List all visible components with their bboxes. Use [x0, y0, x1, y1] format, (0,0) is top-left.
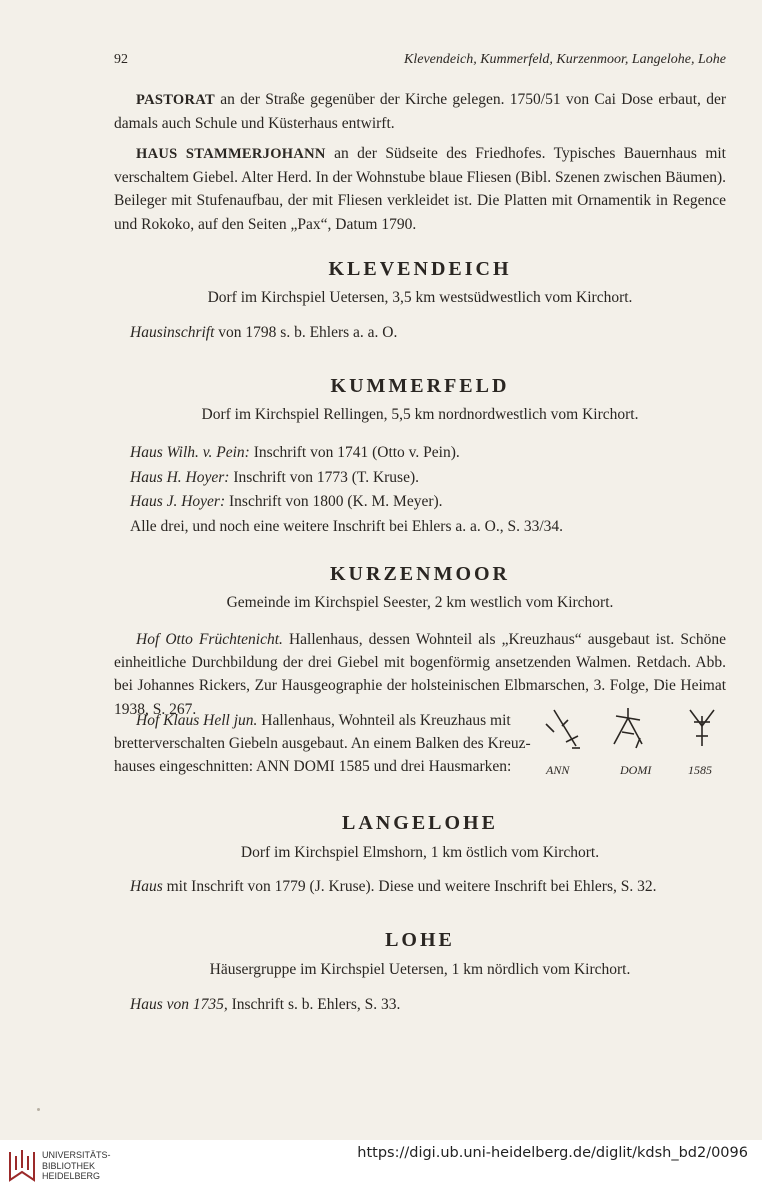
lohe-heading: LOHE	[385, 929, 455, 951]
langelohe-heading: LANGELOHE	[342, 812, 498, 834]
hof-hell-line-3: hauses eingeschnitten: ANN DOMI 1585 und drei Hausmarken:	[114, 758, 512, 776]
stammerjohann-lead: HAUS STAMMERJOHANN	[136, 146, 326, 162]
pastorat-paragraph	[114, 88, 726, 135]
pastorat-text: an der Straße gegenüber der Kirche gelegen. 1750/51 von Cai Dose erbaut, der damals auch Schule und Küsterhaus entwirft.	[114, 91, 726, 133]
kummerfeld-entry-1	[130, 441, 726, 464]
mark-caption-domi: DOMI	[620, 763, 652, 777]
hof-fruechtenicht-label: Hof Otto Früchtenicht.	[136, 631, 283, 648]
hof-hell-text-1: Hallenhaus, Wohnteil als Kreuzhaus mit	[257, 712, 511, 729]
hof-hell-line-2: bretterverschalten Giebeln ausgebaut. An einem Balken des Kreuz-	[114, 735, 531, 753]
library-name-line-3: HEIDELBERG	[42, 1171, 101, 1181]
langelohe-entry-text: mit Inschrift von 1779 (J. Kruse). Diese und weitere Inschrift bei Ehlers, S. 32.	[162, 878, 657, 895]
klevendeich-heading: KLEVENDEICH	[328, 258, 512, 280]
pastorat-lead: PASTORAT	[136, 92, 215, 108]
kummerfeld-subtitle: Dorf im Kirchspiel Rellingen, 5,5 km nordnordwestlich vom Kirchort.	[201, 406, 639, 423]
klevendeich-entry-text: von 1798 s. b. Ehlers a. a. O.	[214, 324, 398, 341]
klevendeich-entry	[130, 321, 726, 344]
viewer-footer	[0, 1140, 762, 1191]
lohe-entry	[130, 993, 726, 1016]
klevendeich-subtitle: Dorf im Kirchspiel Uetersen, 3,5 km westsüdwestlich vom Kirchort.	[207, 289, 633, 306]
mark-caption-ann: ANN	[546, 763, 570, 777]
page-number: 92	[114, 52, 128, 67]
library-logo[interactable]	[6, 1146, 38, 1190]
haus-stammerjohann-paragraph	[114, 142, 726, 236]
hof-hell-label: Hof Klaus Hell jun.	[136, 712, 258, 729]
kummerfeld-entry-2-text: Inschrift von 1773 (T. Kruse).	[229, 469, 419, 486]
hof-hell-line-1	[114, 709, 534, 732]
langelohe-subtitle: Dorf im Kirchspiel Elmshorn, 1 km östlich vom Kirchort.	[240, 844, 600, 861]
library-name-line-2: BIBLIOTHEK	[42, 1160, 96, 1171]
permalink-url[interactable]: https://digi.ub.uni-heidelberg.de/diglit/kdsh_bd2/0096	[357, 1145, 748, 1161]
kummerfeld-entry-1-text: Inschrift von 1741 (Otto v. Pein).	[249, 444, 460, 461]
kurzenmoor-heading: KURZENMOOR	[330, 563, 510, 585]
kummerfeld-heading: KUMMERFELD	[330, 375, 510, 397]
langelohe-entry-label: Haus	[130, 878, 163, 895]
house-marks-figure	[532, 702, 730, 780]
lohe-entry-label: Haus von 1735,	[130, 996, 228, 1013]
klevendeich-entry-label: Hausinschrift	[130, 324, 215, 341]
lohe-entry-text: Inschrift s. b. Ehlers, S. 33.	[227, 996, 401, 1013]
kummerfeld-entry-3-text: Inschrift von 1800 (K. M. Meyer).	[225, 493, 443, 510]
kummerfeld-note: Alle drei, und noch eine weitere Inschrift bei Ehlers a. a. O., S. 33/34.	[130, 518, 564, 535]
hof-hell-paragraph	[114, 709, 534, 779]
kummerfeld-entry-1-label: Haus Wilh. v. Pein:	[130, 444, 250, 461]
page-speck	[37, 1108, 40, 1111]
kummerfeld-entry-3-label: Haus J. Hoyer:	[130, 493, 226, 510]
kummerfeld-entry-2-label: Haus H. Hoyer:	[130, 469, 230, 486]
house-marks-icon	[532, 702, 730, 764]
library-name-line-1: UNIVERSITÄTS-	[42, 1150, 111, 1160]
kummerfeld-entry-3	[130, 490, 726, 513]
langelohe-entry	[130, 875, 726, 898]
lohe-subtitle: Häusergruppe im Kirchspiel Uetersen, 1 km nördlich vom Kirchort.	[209, 961, 631, 978]
library-seal-icon	[6, 1146, 38, 1186]
kurzenmoor-subtitle: Gemeinde im Kirchspiel Seester, 2 km westlich vom Kirchort.	[226, 594, 614, 611]
library-name	[42, 1150, 111, 1182]
running-title: Klevendeich, Kummerfeld, Kurzenmoor, Langelohe, Lohe	[404, 52, 726, 67]
hof-fruechtenicht-text: Hallenhaus, dessen Wohnteil als „Kreuzhaus“ ausgebaut ist. Schöne einheitliche Durchbildung der drei Giebel mit bogenförmig ansetzenden Walmen. Retdach. Abb. bei Johannes Rickers, Zur Hausgeographie der holsteinischen Elbmarschen, 3. Folge, Die Heimat 1938, S. 267.	[114, 631, 726, 718]
stammerjohann-text: an der Südseite des Friedhofes. Typisches Bauernhaus mit verschaltem Giebel. Alter Herd. In der Wohnstube blaue Fliesen (Bibl. Szenen zwischen Bäumen). Beileger mit Stufenaufbau, der mit Fliesen verkleidet ist. Die Platten mit Ornamentik in Regence und Rokoko, auf den Seiten „Pax“, Datum 1790.	[114, 145, 726, 233]
mark-caption-year: 1585	[688, 763, 712, 777]
kummerfeld-entry-2	[130, 466, 726, 489]
